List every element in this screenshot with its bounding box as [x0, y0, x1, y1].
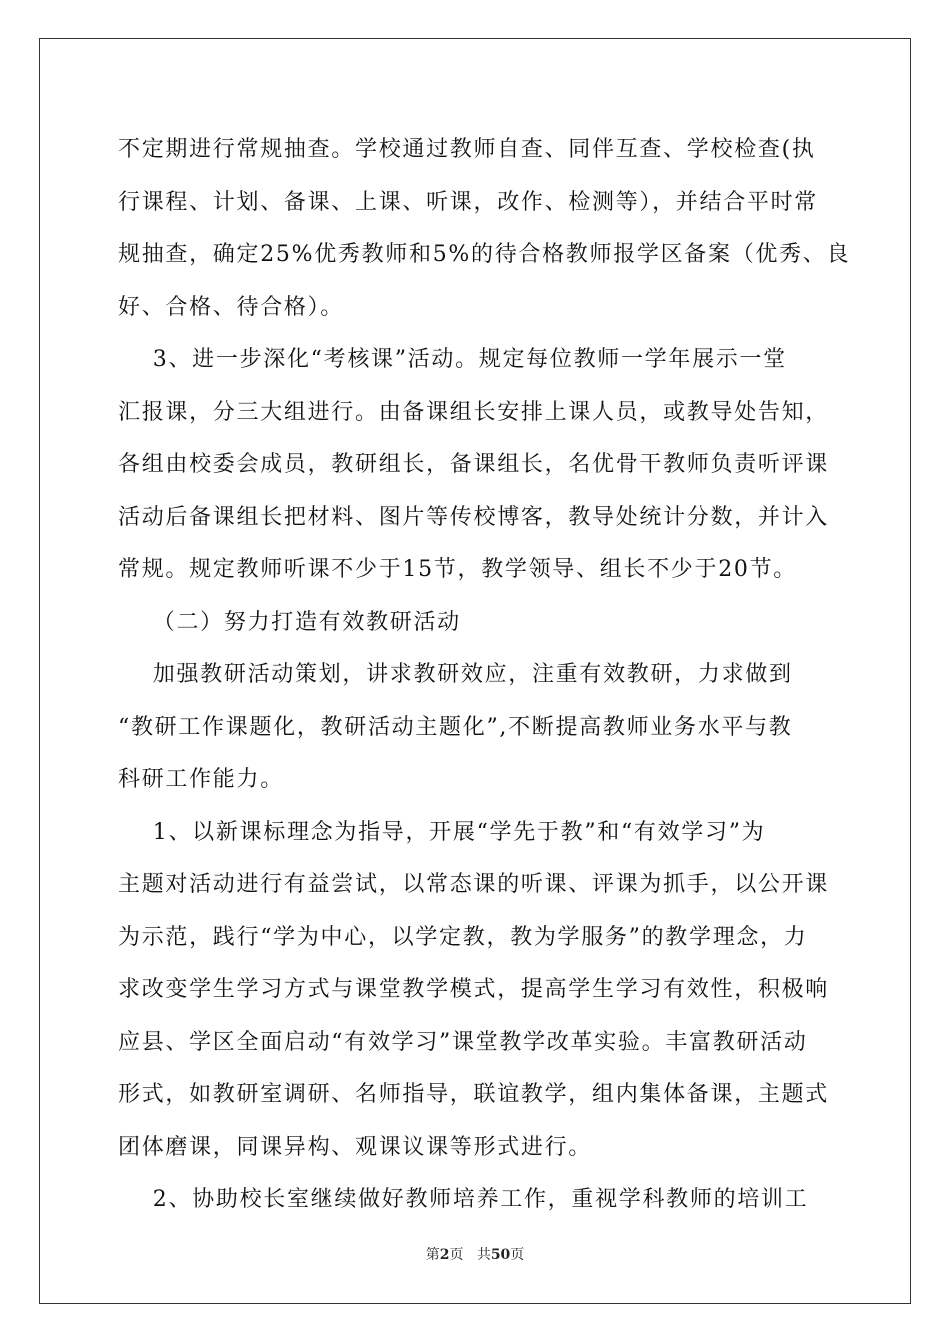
text-line: 团体磨课，同课异构、观课议课等形式进行。 [118, 1134, 593, 1160]
text-line: 好、合格、待合格）。 [118, 294, 345, 320]
text-line: 常规。规定教师听课不少于15节，教学领导、组长不少于20节。 [118, 557, 797, 582]
page-suffix: 页 [449, 1247, 464, 1263]
text-line: 加强教研活动策划，讲求教研效应，注重有效教研，力求做到 [118, 662, 793, 687]
text-line: 各组由校委会成员，教研组长，备课组长，名优骨干教师负责听评课 [118, 452, 830, 477]
text-line: 3、进一步深化“考核课”活动。规定每位教师一学年展示一堂 [118, 347, 787, 372]
document-body [118, 124, 851, 1227]
text-line: 汇报课，分三大组进行。由备课组长安排上课人员，或教导处告知， [118, 399, 830, 425]
text-line: 为示范，践行“学为中心，以学定教，教为学服务”的教学理念，力 [118, 924, 808, 950]
section-heading: （二）努力打造有效教研活动 [118, 609, 461, 635]
page-footer [0, 1244, 950, 1264]
text-line: 科研工作能力。 [118, 767, 284, 792]
text-line: 求改变学生学习方式与课堂教学模式，提高学生学习有效性，积极响 [118, 977, 830, 1002]
text-line: 规抽查，确定25%优秀教师和5%的待合格教师报学区备案（优秀、良 [118, 242, 851, 267]
total-prefix: 共 [476, 1247, 491, 1263]
text-line: 主题对活动进行有益尝试，以常态课的听课、评课为抓手，以公开课 [118, 872, 830, 897]
text-line: 2、协助校长室继续做好教师培养工作，重视学科教师的培训工 [118, 1187, 809, 1212]
text-line: 1、以新课标理念为指导，开展“学先于教”和“有效学习”为 [118, 819, 766, 845]
text-line: “教研工作课题化，教研活动主题化”,不断提高教师业务水平与教 [118, 714, 793, 740]
total-suffix: 页 [510, 1247, 525, 1263]
text-line: 形式，如教研室调研、名师指导，联谊教学，组内集体备课，主题式 [118, 1082, 830, 1107]
text-line: 不定期进行常规抽查。学校通过教师自查、同伴互查、学校检查(执 [118, 137, 816, 162]
text-line: 应县、学区全面启动“有效学习”课堂教学改革实验。丰富教研活动 [118, 1029, 808, 1055]
page-prefix: 第 [425, 1247, 440, 1263]
text-line: 活动后备课组长把材料、图片等传校博客，教导处统计分数，并计入 [118, 504, 830, 530]
page-number: 2 [439, 1247, 450, 1263]
text-line: 行课程、计划、备课、上课、听课，改作、检测等），并结合平时常 [118, 189, 819, 215]
total-pages: 50 [490, 1247, 511, 1263]
